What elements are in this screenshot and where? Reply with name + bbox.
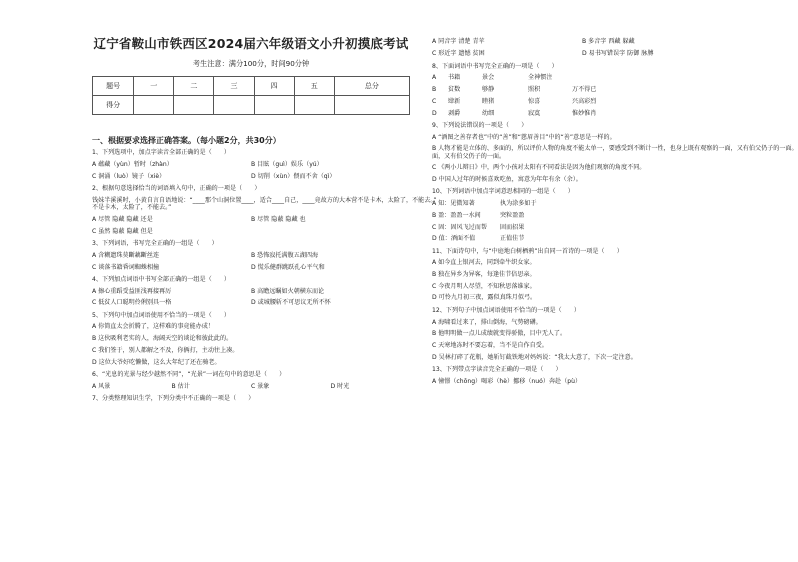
score-cell[interactable] bbox=[334, 96, 409, 115]
option-b[interactable]: B 目眩（guì）娱乐（yú） bbox=[251, 160, 323, 168]
option-b-cont: 面，又有伯父仍子的一面。 bbox=[432, 152, 506, 160]
option-row bbox=[92, 299, 410, 306]
option-a[interactable]: A 含糊遗珠莫斷藕斷丝连 bbox=[92, 251, 160, 259]
option-a[interactable]: A 蕴藏（yùn）暂时（zhàn） bbox=[92, 160, 173, 168]
question-stem: 7、分类整理知识生学，下列分类中不正确的一项是（ ） bbox=[92, 395, 255, 403]
score-value-row bbox=[93, 96, 410, 115]
score-cell[interactable] bbox=[214, 96, 254, 115]
option-row bbox=[92, 383, 410, 390]
option-b[interactable]: B 多音字 西藏 躲藏 bbox=[582, 38, 635, 45]
left-column bbox=[92, 34, 437, 403]
option-b[interactable]: B 高瞻远瞩如火朝横东而论 bbox=[251, 287, 325, 295]
option-b[interactable]: B 人物才能是立体的、多面的，所以评价人物的角度不能太单一，要感受到不断计一性，也身上既有观察的一面，又有伯父仍子的一面。 bbox=[432, 145, 798, 153]
right-column bbox=[432, 38, 798, 385]
question-stem: 3、下列词语，书写完全正确的一组是（ ） bbox=[92, 240, 218, 248]
question-stem: 10、下列词语中加点字词意思相同的一组是（ ） bbox=[432, 188, 574, 196]
option-d[interactable]: D 或城腰斩不可思议无所不怀 bbox=[251, 299, 331, 307]
score-header-cell: 一 bbox=[134, 77, 174, 96]
score-cell[interactable] bbox=[294, 96, 334, 115]
option-c[interactable]: C 固：固风飞过而帮 固而招果 bbox=[432, 223, 525, 231]
score-cell[interactable] bbox=[254, 96, 294, 115]
option-b[interactable]: B 估计 bbox=[171, 382, 190, 390]
option-b[interactable]: B 这伙吸利老实的人，海阔天空的谈论和彼此此的。 bbox=[92, 335, 233, 343]
score-header-cell: 四 bbox=[254, 77, 294, 96]
option-b[interactable]: B 贫数 够静 照积 万不得已 bbox=[432, 86, 597, 94]
question-stem: 13、下列带点字读音完全正确的一项是（ ） bbox=[432, 366, 562, 373]
option-a[interactable]: A 擦心重蹈受益匪浅再接再厉 bbox=[92, 287, 172, 295]
question-text: 钱妹半溪溪时，小黄自言自语地说：“____那个山洞位置____，适合____自己，____竟故方的大本营不是卡木，太险了，不能去。” bbox=[92, 197, 437, 205]
option-d[interactable]: D 吴林打碎了花瓶，她斩钉截铁地对妈妈说：“我太大意了，下次一定注意。 bbox=[432, 353, 637, 361]
option-c[interactable]: C 今夜月明人尽望，不知秋思落谁家。 bbox=[432, 282, 536, 290]
option-row bbox=[92, 173, 410, 180]
option-a[interactable]: A 书籍 景会 全神惯注 bbox=[432, 74, 553, 82]
score-cell[interactable] bbox=[174, 96, 214, 115]
option-c[interactable]: C 天寒地冻时不要忘着，当不是自作自受。 bbox=[432, 341, 548, 349]
option-d[interactable]: D 易书写错误字 防御 脉膊 bbox=[582, 50, 654, 58]
score-table bbox=[92, 76, 410, 115]
option-b[interactable]: B 尽管 隐蔽 隐藏 也 bbox=[251, 216, 306, 224]
question-stem: 6、“光息的光景与经少越然不同”，“光景”一词在句中的意思是（ ） bbox=[92, 370, 286, 378]
score-header-cell: 题号 bbox=[93, 77, 134, 96]
score-header-cell: 五 bbox=[294, 77, 334, 96]
section-heading: 一、根据要求选择正确答案。（每小题2分，共30分） bbox=[92, 136, 281, 145]
option-a[interactable]: A 海啸看过来了，排山倒海，气势磅礴。 bbox=[432, 318, 542, 326]
option-b[interactable]: B 他明明做一点儿成绩就变得骄傲，目中无人了。 bbox=[432, 330, 567, 338]
option-d[interactable]: D 中国人过年的时候喜欢吃鱼，寓意为年年有余（余）。 bbox=[432, 176, 582, 183]
option-a[interactable]: A 尽管 隐藏 隐藏 还是 bbox=[92, 216, 153, 224]
option-a[interactable]: A 风景 bbox=[92, 382, 111, 390]
score-cell[interactable] bbox=[134, 96, 174, 115]
option-d[interactable]: D 慌乐健群跳跃孔心平气和 bbox=[251, 263, 325, 271]
option-b[interactable]: B 盈：盈盈一水间 突粒盈盈 bbox=[432, 211, 525, 219]
question-stem: 1、下列选项中，加点字读音全部正确的是（ ） bbox=[92, 149, 230, 156]
option-d[interactable]: D 这位大爷好吃懒做，这么大年纪了还在骑老。 bbox=[92, 358, 221, 366]
question-stem: 11、下面诗句中，与“中庭地白树栖鸦”出自同一首诗的一项是（ ） bbox=[432, 247, 623, 255]
question-stem: 5、下列句中加点词语使用不恰当的一项是（ ） bbox=[92, 311, 230, 319]
score-row-label: 得分 bbox=[93, 96, 134, 115]
option-b[interactable]: B 恐怖寂托满腹五湖四海 bbox=[251, 251, 319, 259]
score-header-cell: 总分 bbox=[334, 77, 409, 96]
option-row bbox=[92, 161, 410, 168]
option-d[interactable]: D 剥爵 幼细 寂寞 惟妙惟肖 bbox=[432, 109, 597, 117]
exam-notice: 考生注意：满分100分，时间90分钟 bbox=[192, 59, 310, 68]
option-c[interactable]: C 低贫人口聪明伶俐别具一格 bbox=[92, 299, 172, 307]
option-a[interactable]: A 同音字 清楚 青苹 bbox=[432, 38, 485, 45]
option-row bbox=[92, 228, 410, 235]
option-a[interactable]: A 你简直太会折腾了，这样难的事竟能办成！ bbox=[92, 323, 214, 331]
option-c[interactable]: C 洞涌（luò）镜子（xiè） bbox=[92, 173, 166, 181]
score-header-row bbox=[93, 77, 410, 96]
question-text-cont: 不是卡木，太险了，不能去。” bbox=[92, 204, 172, 212]
option-row bbox=[92, 288, 410, 295]
option-c[interactable]: C 我们签于，别人都解之不及，你俩打，主动往上凑。 bbox=[92, 346, 239, 354]
question-stem: 2、根据句意选择恰当的词语填入句中，正确的一项是（ ） bbox=[92, 185, 261, 193]
option-c[interactable]: C 景象 bbox=[251, 382, 270, 390]
option-a[interactable]: A “酒图之善存者也”中的“善”和“慈眉善目”中的“善”意思是一样的。 bbox=[432, 133, 616, 141]
option-c[interactable]: C 肆新 睦猪 惊喜 兴高彩烈 bbox=[432, 97, 597, 105]
option-a[interactable]: A 知：见微知著 执为涂多如于 bbox=[432, 200, 537, 208]
option-a[interactable]: A 如今直上银河去，同到牵牛织女家。 bbox=[432, 259, 536, 267]
score-header-cell: 三 bbox=[214, 77, 254, 96]
option-row bbox=[92, 252, 410, 259]
option-c[interactable]: C 形近字 遗憾 贫困 bbox=[432, 50, 485, 58]
option-b[interactable]: B 独在异乡为异客，每逢佳节倍思亲。 bbox=[432, 271, 536, 278]
question-stem: 8、下面词语中书写完全正确的一项是（ ） bbox=[432, 62, 558, 70]
question-stem: 12、下列句子中加点词语使用不恰当的一项是（ ） bbox=[432, 306, 580, 314]
option-c[interactable]: C 《两小儿辩日》中，两个小孩对太阳有不同看法是因为他们观察的角度不同。 bbox=[432, 164, 646, 172]
option-d[interactable]: D 时光 bbox=[330, 382, 350, 390]
question-stem: 9、下列说法错误的一项是（ ） bbox=[432, 121, 528, 129]
option-row bbox=[92, 216, 410, 223]
option-row bbox=[92, 264, 410, 271]
exam-title: 辽宁省鞍山市铁西区2024届六年级语文小升初摸底考试 bbox=[93, 36, 409, 51]
option-d[interactable]: D 值：酒面不值 正值佳节 bbox=[432, 235, 525, 243]
option-row bbox=[432, 38, 732, 45]
option-d[interactable]: D 切削（xùn）偎而不舍（qì） bbox=[251, 173, 336, 181]
option-a[interactable]: A 憧憬（chōng）喝彩（hè）挪移（nuó）奔赴（pù） bbox=[432, 377, 582, 385]
score-header-cell: 二 bbox=[174, 77, 214, 96]
option-c[interactable]: C 谈落书籍昏词蜘蛛相撞 bbox=[92, 263, 160, 271]
option-row bbox=[432, 50, 732, 57]
option-c[interactable]: C 虽然 隐蔽 隐藏 但是 bbox=[92, 227, 153, 235]
question-stem: 4、下列加点词语中书写全部正确的一组是（ ） bbox=[92, 275, 230, 283]
option-d[interactable]: D 可怜九月初三夜，露似真珠月似弓。 bbox=[432, 294, 537, 302]
